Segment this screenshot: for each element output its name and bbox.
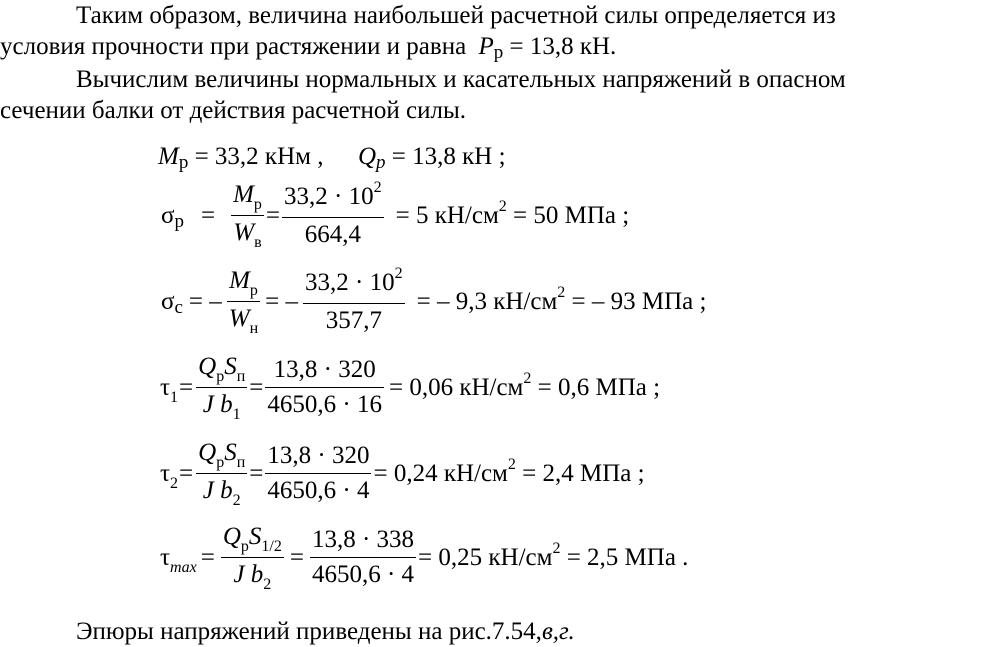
symbol-Q: Q bbox=[357, 143, 377, 170]
numeric-numerator: 13,8 · 320 bbox=[265, 355, 384, 388]
equals-sign: = bbox=[179, 373, 194, 401]
denominator-W: W bbox=[233, 219, 255, 246]
tau-symbol: τ bbox=[160, 543, 171, 571]
denominator-b: b bbox=[220, 477, 233, 504]
result-sup: 2 bbox=[523, 369, 532, 387]
p3-prefix: Эпюры напряжений приведены на рис.7.54, bbox=[76, 618, 542, 645]
symbol-Q-sub: р bbox=[376, 152, 386, 173]
p1-symbol-sub: р bbox=[493, 42, 504, 63]
numerator-M: M bbox=[233, 181, 254, 208]
symbol-M: M bbox=[158, 143, 179, 170]
denominator-W-sub: в bbox=[254, 234, 262, 251]
numeric-numerator-sup: 2 bbox=[373, 178, 382, 196]
fraction-QS-over-Jb bbox=[196, 352, 247, 423]
result-tail: = 50 МПа ; bbox=[506, 201, 630, 229]
result-text: = 0,24 кН/см bbox=[373, 459, 508, 487]
numeric-numerator: 13,8 · 320 bbox=[265, 441, 371, 474]
equals-minus-sign-2: = – bbox=[265, 287, 299, 315]
numerator-Q-sub: р bbox=[216, 368, 225, 385]
denominator-J: J bbox=[233, 561, 245, 588]
numerator-M: M bbox=[229, 267, 250, 294]
result-text: = 5 кН/см bbox=[395, 201, 499, 229]
result-sup: 2 bbox=[507, 455, 516, 473]
fraction-numeric bbox=[265, 355, 384, 420]
result-text: = – 9,3 кН/см bbox=[416, 287, 558, 315]
numerator-S: S bbox=[248, 523, 262, 550]
numerator-S-sub: п bbox=[236, 368, 246, 385]
numerator-Q: Q bbox=[222, 523, 241, 550]
denominator-J: J bbox=[202, 477, 214, 504]
equals-sign-2: = bbox=[249, 459, 264, 487]
tau-sub: 2 bbox=[170, 474, 179, 492]
tau-symbol: τ bbox=[160, 373, 171, 401]
equals-sign: = bbox=[200, 201, 216, 229]
equals-minus-sign: = – bbox=[188, 287, 222, 315]
formula-tau-2 bbox=[160, 438, 645, 509]
sigma-sub: с bbox=[174, 296, 183, 318]
fraction-M-over-W bbox=[227, 266, 260, 337]
denominator-b-sub: 1 bbox=[232, 406, 241, 423]
formula-moment-shear bbox=[158, 143, 506, 171]
p2-line2: сечении балки от действия расчетной силы. bbox=[0, 97, 467, 124]
result-sup: 2 bbox=[552, 539, 561, 557]
result-sup: 2 bbox=[557, 283, 566, 301]
denominator-b-sub: 2 bbox=[263, 576, 272, 593]
equals-sign-2: = bbox=[289, 543, 304, 571]
tau-sub: max bbox=[170, 558, 197, 576]
numerator-S-sub: 1/2 bbox=[261, 538, 282, 555]
result-tail: = – 93 МПа ; bbox=[565, 287, 707, 315]
result-tail: = 2,5 МПа . bbox=[560, 543, 689, 571]
equals-sign: = bbox=[179, 459, 194, 487]
numeric-denominator: 664,4 bbox=[304, 220, 361, 248]
sigma-symbol: σ bbox=[161, 287, 175, 315]
denominator-W-sub: н bbox=[249, 320, 259, 337]
fraction-M-over-W bbox=[231, 180, 264, 251]
p1-line2: условия прочности при растяжении и равна bbox=[0, 33, 467, 60]
equals-sign: = bbox=[200, 543, 215, 571]
tau-sub: 1 bbox=[170, 388, 179, 406]
paragraph-2 bbox=[0, 64, 981, 126]
formula-tau-1 bbox=[160, 352, 663, 423]
denominator-b-sub: 2 bbox=[232, 492, 241, 509]
denominator-J: J bbox=[202, 391, 214, 418]
denominator-W: W bbox=[228, 305, 250, 332]
paragraph-1 bbox=[0, 0, 981, 64]
numerator-Q: Q bbox=[198, 439, 217, 466]
numerator-Q: Q bbox=[198, 353, 217, 380]
numeric-denominator: 4650,6 · 4 bbox=[267, 477, 370, 504]
fraction-QS-over-Jb bbox=[221, 522, 284, 593]
p1-value: = 13,8 кН. bbox=[503, 33, 617, 60]
sigma-symbol: σ bbox=[161, 201, 175, 229]
formula-sigma-p bbox=[158, 180, 632, 251]
equals-sign-2: = bbox=[249, 373, 264, 401]
numeric-numerator-sup: 2 bbox=[394, 264, 403, 282]
numeric-denominator: 357,7 bbox=[325, 306, 382, 334]
result-tail: = 0,6 МПа ; bbox=[531, 373, 661, 401]
formula-tau-max bbox=[160, 522, 688, 593]
numerator-M-sub: р bbox=[249, 282, 258, 299]
result-text: = 0,06 кН/см bbox=[388, 373, 524, 401]
paragraph-3 bbox=[0, 616, 981, 647]
numerator-Q-sub: р bbox=[240, 538, 249, 555]
fraction-numeric bbox=[310, 525, 416, 590]
fraction-numeric bbox=[265, 441, 371, 506]
numerator-Q-sub: р bbox=[216, 454, 225, 471]
moment-value: = 33,2 кНм , bbox=[188, 143, 324, 170]
equals-sign-2: = bbox=[265, 201, 281, 229]
numeric-numerator: 33,2 · 10 bbox=[284, 182, 374, 210]
p3-figure-ref: в,г. bbox=[541, 618, 575, 645]
numerator-S: S bbox=[224, 353, 237, 380]
result-tail: = 2,4 МПа ; bbox=[515, 459, 645, 487]
formula-sigma-c bbox=[158, 266, 709, 337]
shear-value: = 13,8 кН ; bbox=[385, 143, 506, 170]
symbol-M-sub: р bbox=[178, 152, 189, 173]
sigma-sub: р bbox=[174, 210, 184, 232]
numeric-numerator: 13,8 · 338 bbox=[310, 525, 416, 558]
numerator-S: S bbox=[224, 439, 237, 466]
p1-line1: Таким образом, величина наибольшей расчетной силы определяется из bbox=[76, 2, 836, 29]
numerator-M-sub: р bbox=[253, 196, 262, 213]
tau-symbol: τ bbox=[160, 459, 171, 487]
p1-symbol: P bbox=[478, 33, 494, 60]
result-sup: 2 bbox=[498, 197, 507, 215]
numeric-denominator: 4650,6 · 4 bbox=[311, 561, 415, 588]
denominator-b: b bbox=[250, 561, 264, 588]
fraction-QS-over-Jb bbox=[196, 438, 247, 509]
result-text: = 0,25 кН/см bbox=[418, 543, 553, 571]
denominator-b: b bbox=[220, 391, 233, 418]
numeric-numerator: 33,2 · 10 bbox=[305, 268, 395, 296]
p2-line1: Вычислим величины нормальных и касательных напряжений в опасном bbox=[76, 66, 846, 93]
fraction-numeric bbox=[303, 264, 405, 336]
numerator-S-sub: п bbox=[236, 454, 246, 471]
numeric-denominator: 4650,6 · 16 bbox=[267, 391, 382, 418]
fraction-numeric bbox=[282, 178, 384, 250]
